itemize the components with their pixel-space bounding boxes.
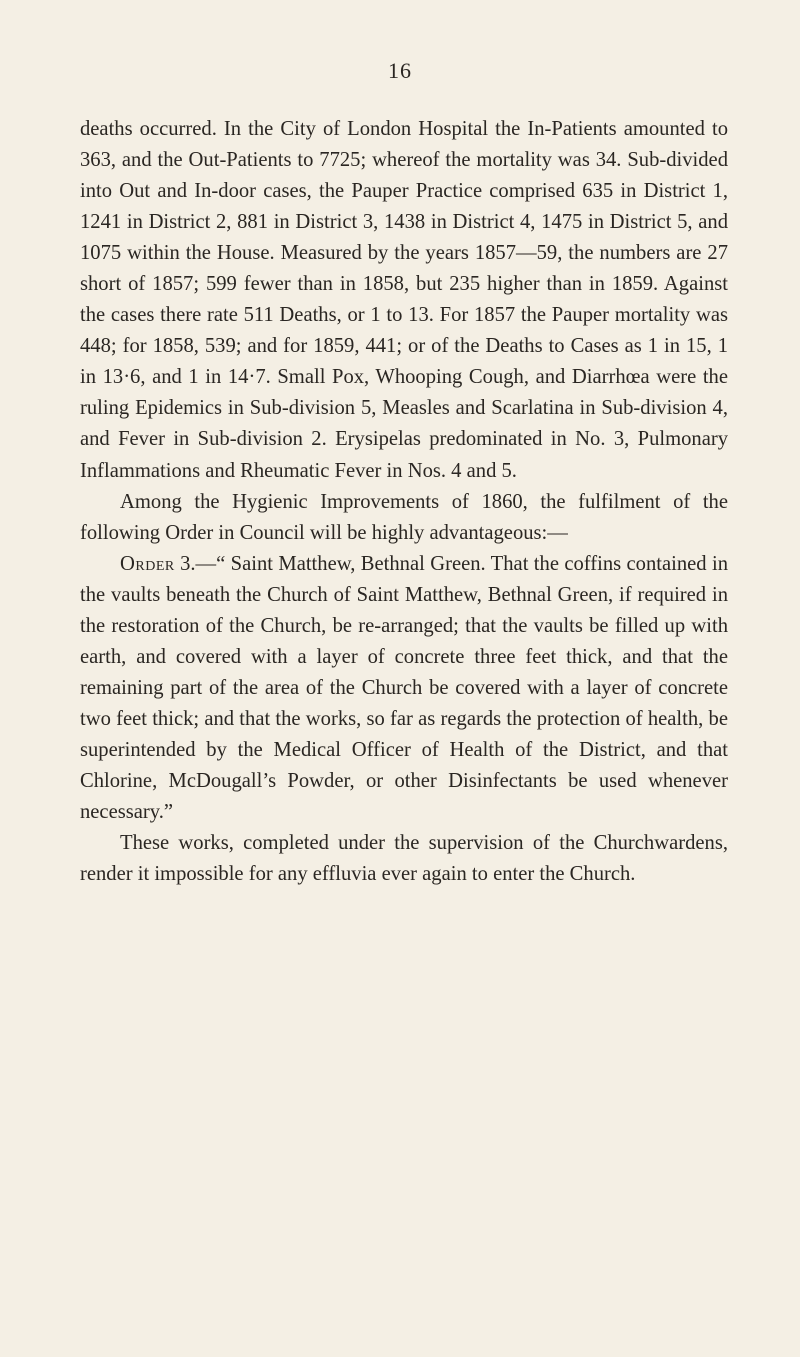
paragraph-order-in-council [80,549,728,828]
paragraph-churchwardens: These works, completed under the supervision of the Churchwardens, render it impossible for any effluvia ever again to enter the Church. [80,832,728,886]
order-text: 3.—“ Saint Matthew, Bethnal Green. That the coffins contained in the vaults beneath the Church of Saint Matthew, Bethnal Green, if required in the restoration of the Church, be re-arranged; that the vaults be filled up with earth, and covered with a layer of concrete three feet thick, and that the remaining part of the area of the Church be covered with a layer of concrete two feet thick; and that the works, so far as regards the protection of health, be superintended by the Medical Officer of Health of the District, and that Chlorine, McDougall’s Powder, or other Disinfectants be used whenever necessary.” [80,552,728,824]
paragraph-hygienic-improvements: Among the Hygienic Improvements of 1860, the fulfilment of the following Order in Council will be highly advantageous:— [80,490,728,544]
paragraph-mortality-statistics: deaths occurred. In the City of London Hospital the In-Patients amounted to 363, and the Out-Patients to 7725; whereof the mortality was 34. Sub-divided into Out and In-door cases, the Pauper Practice comprised 635 in District 1, 1241 in District 2, 881 in District 3, 1438 in District 4, 1475 in District 5, and 1075 within the House. Measured by the years 1857—59, the numbers are 27 short of 1857; 599 fewer than in 1858, but 235 higher than in 1859. Against the cases there rate 511 Deaths, or 1 to 13. For 1857 the Pauper mortality was 448; for 1858, 539; and for 1859, 441; or of the Deaths to Cases as 1 in 15, 1 in 13·6, and 1 in 14·7. Small Pox, Whooping Cough, and Diarrhœa were the ruling Epidemics in Sub-division 5, Measles and Scarlatina in Sub-division 4, and Fever in Sub-division 2. Erysipelas predominated in No. 3, Pulmonary Inflammations and Rheumatic Fever in Nos. 4 and 5. [80,118,728,482]
body-text [80,114,728,890]
order-label: Order [120,552,175,575]
page-number: 16 [388,58,412,83]
